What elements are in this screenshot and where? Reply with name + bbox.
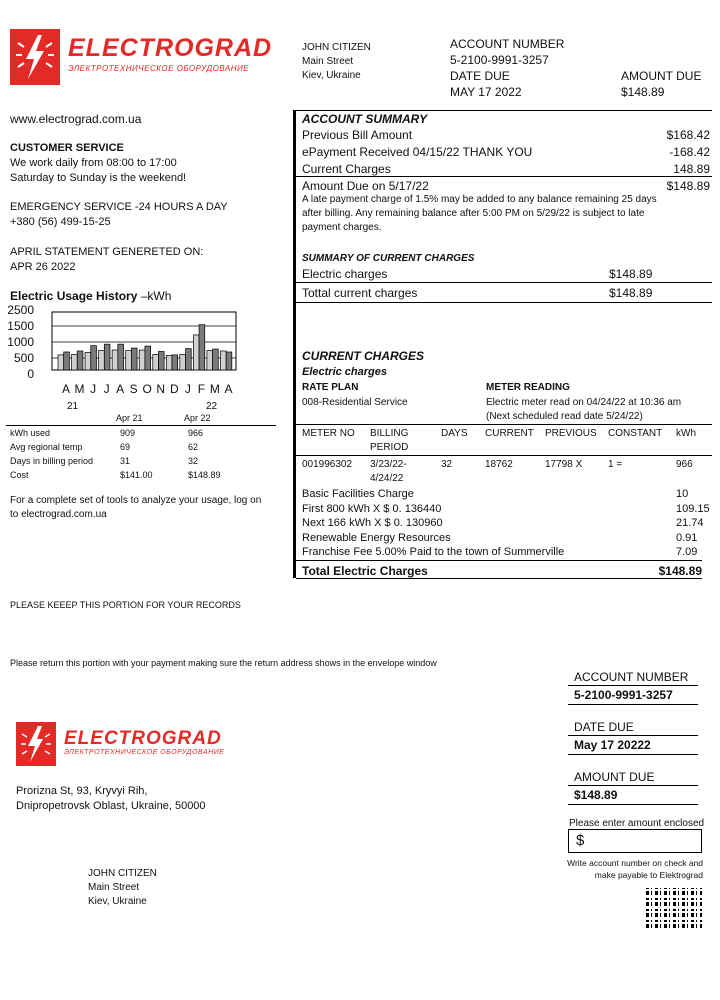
header-amount [621, 68, 701, 100]
check-instructions-line1: Write account number on check and [567, 858, 703, 868]
usage-bar [72, 354, 78, 370]
meter-reading-line2: (Next scheduled read date 5/24/22) [486, 411, 643, 422]
rate-plan-label: RATE PLAN [302, 382, 359, 393]
current-summary-electric-value: $148.89 [609, 267, 653, 281]
x-tick-label: J [103, 382, 110, 396]
meter-kwh: 966 [676, 459, 693, 470]
dollar-sign: $ [576, 832, 585, 849]
usage-bar [158, 351, 164, 370]
date-due-label: DATE DUE [450, 69, 510, 83]
x-tick-label: A [116, 382, 125, 396]
usage-bar [131, 348, 137, 370]
usage-row-v2: 966 [188, 428, 204, 438]
usage-bar [172, 355, 178, 370]
stub-customer-city: Kiev, Ukraine [88, 896, 147, 907]
usage-row-label: kWh used [10, 428, 51, 438]
col-kwh: kWh [676, 428, 696, 439]
summary-line-label: ePayment Received 04/15/22 THANK YOU [302, 145, 533, 159]
section-divider-vertical [293, 110, 296, 578]
statement-label: APRIL STATEMENT GENERETED ON: [10, 246, 204, 258]
account-number-label: ACCOUNT NUMBER [450, 37, 565, 51]
late-note-line1: A late payment charge of 1.5% may be added to any balance remaining 25 days [302, 194, 657, 205]
meter-number: 001996302 [302, 459, 353, 470]
billing-days: 32 [441, 459, 453, 470]
usage-bar [145, 346, 151, 370]
col-days: DAYS [441, 428, 468, 439]
date-due: MAY 17 2022 [450, 85, 522, 99]
customer-city: Kiev, Ukraine [302, 70, 361, 81]
stub-account-number: 5-2100-9991-3257 [574, 688, 673, 702]
meter-table-top-rule [296, 424, 712, 425]
amount-due-label: AMOUNT DUE [621, 69, 702, 83]
x-tick-label: A [224, 382, 233, 396]
amount-enclosed-input[interactable] [568, 829, 702, 853]
summary-line-label: Current Charges [302, 162, 391, 176]
website-link[interactable]: www.electrograd.com.ua [10, 112, 142, 126]
previous-reading: 17798 X [545, 459, 583, 470]
records-note: PLEASE KEEEP THIS PORTION FOR YOUR RECORDS [10, 600, 241, 610]
tools-note-line2: to electrograd.com.ua [10, 509, 107, 520]
x-tick-label: M [209, 382, 220, 396]
lightning-logo-icon [10, 29, 60, 85]
x-tick-label: A [61, 382, 71, 396]
header-account [450, 36, 564, 100]
customer-service-weekend: Saturday to Sunday is the weekend! [10, 172, 187, 184]
meter-table-header-rule [296, 455, 712, 456]
check-instructions [540, 857, 703, 881]
y-tick-label: 500 [13, 351, 34, 365]
col-meter-no: METER NO [302, 428, 355, 439]
usage-bar [58, 355, 64, 370]
usage-bar [193, 335, 199, 370]
x-tick-label: O [142, 382, 152, 396]
col-previous: PREVIOUS [545, 428, 597, 439]
stub-amount-bottom-rule [568, 804, 698, 805]
meter-table-row [302, 458, 710, 486]
summary-due-rule [296, 176, 712, 177]
y-tick-label: 2500 [7, 303, 34, 317]
late-note-line3: payment charges. [302, 222, 382, 233]
brand-tagline: ЭЛЕКТРОТЕХНИЧЕСКОЕ ОБОРУДОВАНИЕ [68, 64, 250, 73]
usage-bar [64, 352, 70, 370]
billing-period-start: 3/23/22- [370, 459, 407, 470]
lightning-logo-icon [16, 722, 56, 766]
stub-account-rule [568, 685, 698, 686]
summary-line-value: $168.42 [666, 128, 710, 142]
stub-brand-tagline: ЭЛЕКТРОТЕХНИЧЕСКОЕ ОБОРУДОВАНИЕ [64, 749, 225, 756]
stub-brand-name: ELECTROGRAD [64, 728, 222, 749]
charge-item-label: Basic Facilities Charge [302, 488, 414, 500]
summary-line-label: Previous Bill Amount [302, 128, 413, 142]
usage-row-v1: 31 [120, 456, 131, 466]
meter-reading-label: METER READING [486, 382, 570, 393]
charge-item-value: 7.09 [676, 546, 698, 558]
usage-bar [199, 325, 205, 370]
stub-amount-value: $148.89 [574, 788, 618, 802]
stub-date-bottom-rule [568, 754, 698, 755]
usage-bar [166, 355, 172, 370]
chart-year-left: 21 [67, 401, 79, 412]
tools-note-line1: For a complete set of tools to analyze your usage, log on [10, 495, 262, 506]
charge-items [302, 487, 710, 561]
stub-logo-mark [16, 722, 56, 766]
remit-address-line1: Prorizna St, 93, Kryvyi Rih, [16, 785, 148, 797]
y-tick-label: 1500 [7, 319, 34, 333]
current-summary-rule [296, 282, 712, 283]
stub-amount-label: AMOUNT DUE [574, 770, 655, 784]
current-charges-title: CURRENT CHARGES [302, 349, 425, 363]
meter-reading-info [486, 396, 681, 424]
usage-bar [112, 350, 118, 370]
usage-bar [118, 344, 124, 370]
usage-bar [186, 349, 192, 370]
customer-address [302, 41, 371, 83]
statement-date [10, 245, 203, 275]
charge-item-label: Renewable Energy Resources [302, 531, 451, 544]
col-billing: BILLING [370, 428, 409, 439]
stub-customer-street: Main Street [88, 882, 140, 893]
charge-item-value: 0.91 [676, 531, 698, 544]
brand-name: ELECTROGRAD [68, 34, 273, 62]
usage-bar [226, 352, 232, 370]
logo-mark [10, 29, 60, 85]
customer-name: JOHN CITIZEN [302, 42, 371, 53]
usage-row-v2: 62 [188, 442, 199, 452]
stub-customer-name: JOHN CITIZEN [88, 868, 157, 879]
x-tick-label: F [197, 382, 206, 396]
col-period: PERIOD [370, 442, 409, 453]
y-tick-label: 1000 [7, 335, 34, 349]
late-note-line2: after billing. Any remaining balance after 5:00 PM on 5/29/22 is subject to late [302, 208, 645, 219]
stub-date-label: DATE DUE [574, 720, 634, 734]
usage-row-v1: $141.00 [120, 470, 153, 480]
usage-bar [91, 346, 97, 370]
current-charges-subtitle: Electric charges [302, 366, 387, 378]
usage-bar [99, 351, 105, 370]
usage-bar [139, 350, 145, 370]
current-summary-title: SUMMARY OF CURRENT CHARGES [302, 253, 475, 264]
amount-enclosed-label: Please enter amount enclosed [569, 818, 705, 829]
usage-table-divider [6, 425, 276, 426]
account-summary-title: ACCOUNT SUMMARY [302, 112, 428, 126]
usage-bar [213, 349, 219, 370]
usage-bar [85, 352, 91, 370]
charge-item-value: 10 [676, 488, 689, 500]
usage-bar [77, 351, 83, 370]
col-current: CURRENT [485, 428, 534, 439]
usage-col-2: Apr 22 [184, 413, 211, 423]
remit-address-line2: Dnipropetrovsk Oblast, Ukraine, 50000 [16, 800, 206, 812]
meter-constant: 1 = [608, 459, 623, 470]
usage-row-v2: 32 [188, 456, 199, 466]
charge-item-value: 109.15 [676, 502, 710, 515]
usage-row-label: Cost [10, 470, 29, 480]
usage-bar [153, 354, 159, 370]
tools-note [10, 494, 261, 522]
customer-service [10, 141, 186, 186]
current-summary-total-value: $148.89 [609, 286, 653, 300]
charge-item-label: Franchise Fee 5.00% Paid to the town of Summerville [302, 546, 565, 558]
x-tick-label: D [169, 382, 179, 396]
customer-street: Main Street [302, 56, 354, 67]
stub-account-label: ACCOUNT NUMBER [574, 670, 689, 684]
x-tick-label: J [184, 382, 191, 396]
usage-bar [180, 354, 186, 370]
chart-year-right: 22 [206, 401, 218, 412]
current-summary-electric-label: Electric charges [302, 267, 388, 281]
usage-row-v2: $148.89 [188, 470, 221, 480]
x-tick-label: S [129, 382, 138, 396]
stub-amount-rule [568, 785, 698, 786]
emergency-title: EMERGENCY SERVICE -24 HOURS A DAY [10, 201, 228, 213]
total-charges-rule [296, 560, 702, 561]
statement-value: APR 26 2022 [10, 261, 76, 273]
x-tick-label: N [156, 382, 166, 396]
col-constant: CONSTANT [608, 428, 663, 439]
usage-title-text: Electric Usage History [10, 289, 138, 303]
total-electric-value: $148.89 [658, 564, 702, 578]
total-electric-label: Total Electric Charges [302, 564, 428, 578]
account-number: 5-2100-9991-3257 [450, 53, 549, 67]
usage-row-v1: 69 [120, 442, 131, 452]
stub-date-rule [568, 735, 698, 736]
stub-date-value: May 17 20222 [574, 738, 651, 752]
rate-plan-value: 008-Residential Service [302, 397, 408, 408]
stub-account-bottom-rule [568, 704, 698, 705]
usage-row-label: Days in billing period [10, 456, 94, 466]
check-instructions-line2: make payable to Elektrograd [594, 870, 703, 880]
summary-line-value: 148.89 [673, 162, 710, 176]
amount-due-date-label: Amount Due on 5/17/22 [302, 179, 429, 193]
amount-due-date-value: $148.89 [666, 179, 710, 193]
usage-table [10, 427, 270, 483]
current-reading: 18762 [485, 459, 513, 470]
amount-due: $148.89 [621, 85, 665, 99]
billing-period-end: 4/24/22 [370, 473, 404, 484]
x-tick-label: M [74, 382, 85, 396]
customer-service-title: CUSTOMER SERVICE [10, 142, 124, 154]
total-charges-bottom-rule [296, 578, 702, 579]
usage-bar [207, 351, 213, 370]
usage-row-label: Avg regional temp [10, 442, 83, 452]
current-summary-total-label: Tottal current charges [302, 286, 418, 300]
summary-line-value: -168.42 [669, 145, 710, 159]
customer-service-hours: We work daily from 08:00 to 17:00 [10, 157, 177, 169]
usage-chart [0, 300, 260, 412]
usage-bar [220, 351, 226, 370]
meter-reading-line1: Electric meter read on 04/24/22 at 10:36 am [486, 397, 682, 408]
usage-bar [104, 344, 110, 370]
emergency-phone: +380 (56) 499-15-25 [10, 216, 111, 228]
x-tick-label: J [90, 382, 97, 396]
usage-title-unit: –kWh [137, 289, 172, 303]
usage-row-v1: 909 [120, 428, 136, 438]
usage-bar [126, 351, 132, 370]
qr-code [646, 888, 702, 928]
charge-item-value: 21.74 [676, 517, 704, 529]
current-summary-bottom-rule [296, 302, 712, 303]
usage-col-1: Apr 21 [116, 413, 143, 423]
y-tick-label: 0 [27, 367, 34, 381]
meter-table-header [302, 427, 710, 455]
return-note: Please return this portion with your payment making sure the return address shows in the envelope window [10, 658, 437, 668]
stub-customer-address [88, 867, 157, 909]
charge-item-label: First 800 kWh X $ 0. 136440 [302, 502, 442, 515]
remit-address [16, 784, 206, 814]
charge-item-label: Next 166 kWh X $ 0. 130960 [302, 517, 443, 529]
emergency-service [10, 200, 228, 230]
late-payment-note [302, 193, 657, 235]
